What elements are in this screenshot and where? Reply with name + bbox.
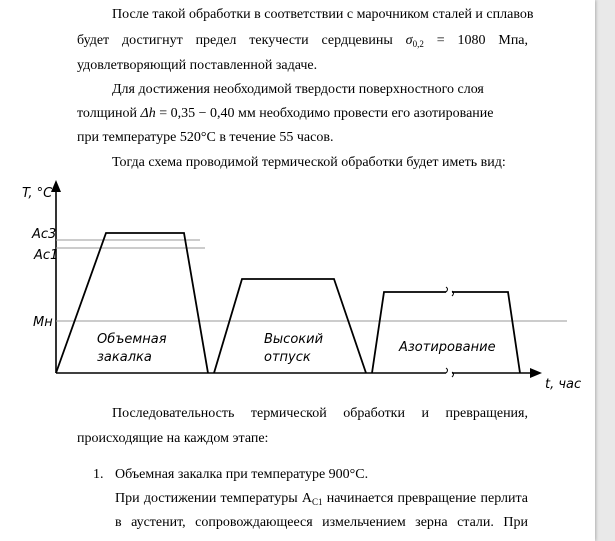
para5-line1 — [115, 490, 528, 508]
para1-line2 — [77, 32, 528, 50]
para5-line1-rest: начинается превращение перлита — [326, 491, 529, 506]
mn-label: Mн — [33, 315, 53, 330]
para3: Тогда схема проводимой термической обработки будет иметь вид: — [112, 155, 506, 170]
para2-line2 — [77, 105, 528, 123]
stage-temper-label-1: Высокий — [264, 332, 324, 347]
para1-line2-text: будет достигнут предел текучести сердцевины — [77, 33, 393, 48]
stage-nitriding-label: Азотирование — [399, 340, 496, 355]
para5-line1-prefix: При достижении температуры А — [115, 491, 312, 506]
ac1-subscript: С1 — [312, 497, 323, 507]
sigma-subscript: 0,2 — [412, 39, 424, 49]
y-axis-arrow — [51, 180, 61, 192]
sigma-symbol: σ — [405, 33, 413, 48]
stage-temper-label-2: отпуск — [264, 350, 311, 365]
ac3-label: Ac3 — [32, 227, 57, 242]
sigma-formula — [406, 33, 528, 48]
para4-line2: происходящие на каждом этапе: — [77, 431, 269, 446]
para5-line2: в аустенит, сопровождающееся измельчением зерна стали. При — [115, 515, 528, 530]
y-axis-label: T, °C — [22, 186, 53, 201]
heat-treatment-diagram — [0, 170, 595, 395]
para1-line3: удовлетворяющий поставленной задаче. — [77, 58, 318, 73]
x-axis-arrow — [530, 368, 542, 378]
stage-quench-label-2: закалка — [97, 350, 152, 365]
para4-line1: Последовательность термической обработки и превращения, — [112, 406, 528, 421]
list-item-1-text: Объемная закалка при температуре 900°С. — [115, 467, 369, 482]
para2-line2-rest: = 0,35 − 0,40 мм необходимо провести его азотирование — [159, 106, 494, 121]
delta-h-symbol: Δh — [140, 106, 156, 121]
x-axis-label: t, час — [545, 377, 582, 392]
stage-quench-label-1: Объемная — [97, 332, 167, 347]
list-number-1: 1. — [93, 467, 104, 482]
ac1-label: Ac1 — [34, 248, 59, 263]
para2-line2-prefix: толщиной — [77, 106, 137, 121]
nitriding-curve — [372, 292, 520, 373]
yield-value: = 1080 Мпа, — [436, 33, 529, 48]
para2-line3: при температуре 520°С в течение 55 часов. — [77, 130, 334, 145]
time-break-mark — [446, 287, 454, 377]
para1-line1: После такой обработки в соответствии с марочником сталей и сплавов — [112, 7, 534, 22]
para2-line1: Для достижения необходимой твердости поверхностного слоя — [112, 82, 484, 97]
